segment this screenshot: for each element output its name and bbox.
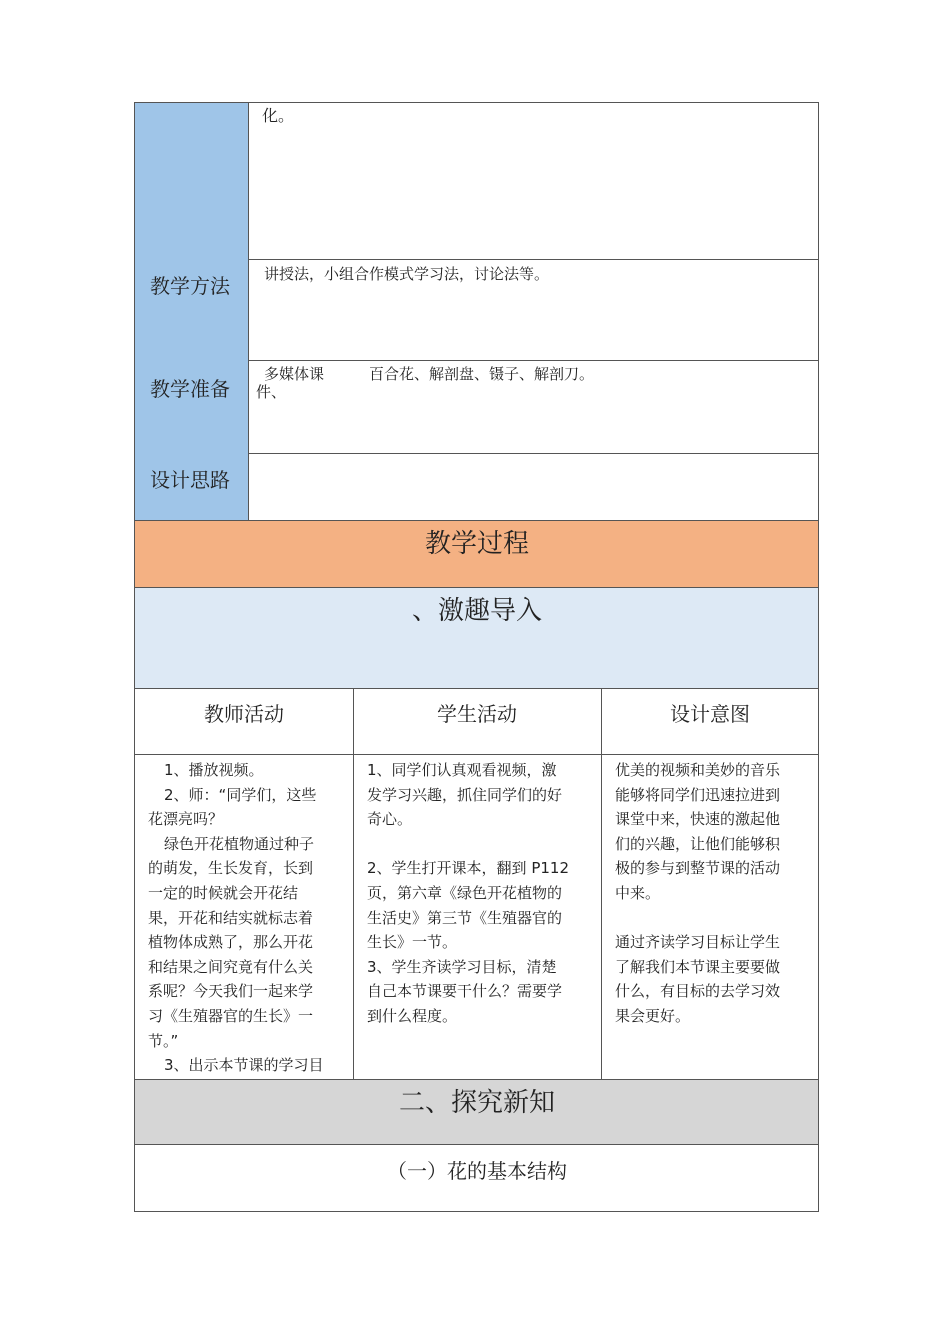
student-line: 生长》一节。 <box>367 933 458 952</box>
intent-line: 极的参与到整节课的活动 <box>615 859 781 878</box>
intent-line: 了解我们本节课主要要做 <box>615 957 781 976</box>
teacher-activity-header: 教师活动 <box>204 702 284 726</box>
sub-title: （一）花的基本结构 <box>387 1159 567 1183</box>
teacher-line: 3、出示本节课的学习目 <box>164 1056 324 1075</box>
teacher-line: 绿色开花植物通过种子 <box>164 834 315 853</box>
intent-line: 果会更好。 <box>615 1006 691 1025</box>
row-divider <box>135 587 819 588</box>
teaching-prep-label: 教学准备 <box>150 377 230 401</box>
row-divider <box>135 1079 819 1080</box>
column-divider <box>353 688 354 1079</box>
student-line <box>367 832 597 857</box>
intent-line: 什么，有目标的去学习效 <box>615 982 781 1001</box>
explore-title: 二、探究新知 <box>398 1088 555 1118</box>
row-divider <box>135 520 819 521</box>
teacher-line: 花漂亮吗？ <box>148 810 224 829</box>
table-border-top <box>135 102 819 103</box>
teacher-line: 果，开花和结实就标志着 <box>148 908 314 927</box>
row-divider <box>248 453 819 454</box>
teacher-line: 习《生殖器官的生长》一 <box>148 1006 314 1025</box>
teacher-line: 1、播放视频。 <box>164 761 264 779</box>
label-column <box>135 103 248 520</box>
intent-line: 课堂中来，快速的激起他 <box>615 810 781 829</box>
column-divider <box>601 688 602 1079</box>
teaching-prep-value-right: 百合花、解剖盘、镊子、解剖刀。 <box>369 365 595 383</box>
teacher-line: 和结果之间究竟有什么关 <box>148 957 314 976</box>
row-divider <box>248 360 819 361</box>
row-divider <box>135 1144 819 1145</box>
intent-line: 通过齐读学习目标让学生 <box>615 933 781 952</box>
student-line: 自己本节课要干什么？需要学 <box>367 982 563 1001</box>
design-intent-content <box>615 758 815 1029</box>
teacher-line: 2、师：“同学们，这些 <box>164 785 317 804</box>
student-activity-content <box>367 758 597 1029</box>
process-title: 教学过程 <box>424 529 529 559</box>
intent-line: 优美的视频和美妙的音乐 <box>615 761 781 779</box>
teacher-line: 节。” <box>148 1031 179 1050</box>
row-divider <box>135 754 819 755</box>
row-divider <box>135 688 819 689</box>
student-line: 到什么程度。 <box>367 1006 458 1025</box>
teaching-prep-value-left-bottom: 件、 <box>256 383 287 401</box>
table-border-left <box>134 102 135 1212</box>
student-line: 1、同学们认真观看视频，激 <box>367 761 557 779</box>
student-line: 3、学生齐读学习目标，清楚 <box>367 957 557 976</box>
student-activity-header: 学生活动 <box>437 702 517 726</box>
teacher-line: 的萌发，生长发育，长到 <box>148 859 314 878</box>
teaching-prep-value-left-top: 多媒体课 <box>264 365 325 383</box>
intent-line: 中来。 <box>615 883 661 902</box>
row-divider <box>248 259 819 260</box>
teaching-method-label: 教学方法 <box>150 274 230 298</box>
design-idea-label: 设计思路 <box>150 468 230 492</box>
table-border-bottom <box>135 1211 819 1212</box>
intro-title: 、激趣导入 <box>411 596 542 626</box>
teacher-line: 一定的时候就会开花结 <box>148 883 299 902</box>
design-intent-header: 设计意图 <box>670 702 750 726</box>
intent-line: 能够将同学们迅速拉进到 <box>615 785 781 804</box>
teacher-line: 系呢？今天我们一起来学 <box>148 982 314 1001</box>
top-continuation-text: 化。 <box>262 106 295 125</box>
student-line: 生活史》第三节《生殖器官的 <box>367 908 563 927</box>
teacher-activity-content <box>148 758 348 1078</box>
teaching-method-value: 讲授法，小组合作模式学习法，讨论法等。 <box>264 265 550 283</box>
intent-line <box>615 906 815 931</box>
table-border-right <box>818 102 819 1212</box>
intent-line: 们的兴趣，让他们能够积 <box>615 834 781 853</box>
teacher-line: 植物体成熟了，那么开花 <box>148 933 314 952</box>
student-line: 发学习兴趣，抓住同学们的好 <box>367 785 563 804</box>
student-line: 2、学生打开课本，翻到 P112 <box>367 859 569 878</box>
label-divider <box>248 102 249 520</box>
student-line: 奇心。 <box>367 810 413 829</box>
student-line: 页，第六章《绿色开花植物的 <box>367 883 563 902</box>
